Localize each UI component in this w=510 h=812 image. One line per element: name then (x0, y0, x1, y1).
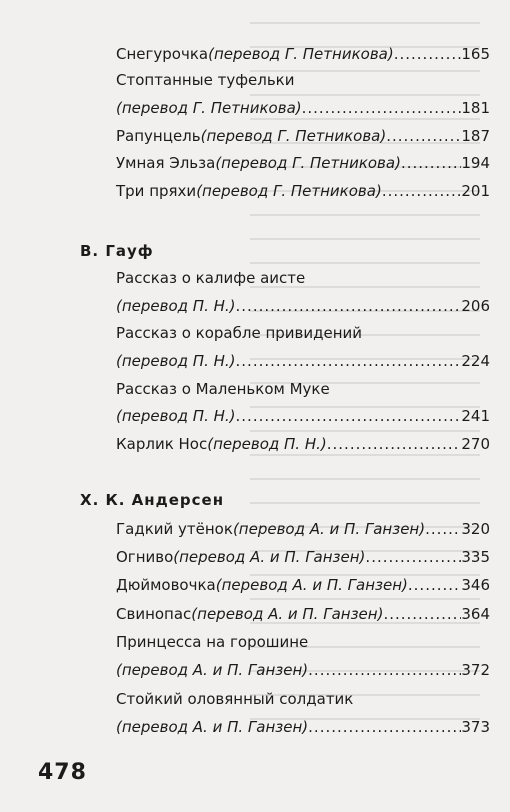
toc-entry (116, 604, 490, 624)
entry-page: 270 (461, 435, 490, 453)
entry-page: 372 (461, 661, 490, 679)
leader-dots (365, 547, 461, 567)
entry-translation: (перевод Г. Петникова) (200, 127, 387, 145)
entry-title: Рассказ о калифе аисте (116, 269, 306, 287)
entry-translation: (перевод Г. Петникова) (208, 45, 394, 63)
toc-entry-cont (116, 98, 490, 118)
entry-title: Три пряхи (116, 182, 197, 200)
toc-entry (116, 434, 490, 454)
leader-dots (386, 126, 461, 146)
toc-entry (116, 70, 490, 90)
leader-dots (236, 406, 462, 426)
entry-page: 206 (461, 297, 490, 315)
entry-translation: (перевод П. Н.) (207, 435, 327, 453)
entry-translation: (перевод А. и П. Ганзен) (215, 576, 408, 594)
entry-page: 201 (461, 182, 490, 200)
entry-title: Рапунцель (116, 127, 201, 145)
entry-page: 241 (461, 407, 490, 425)
toc-entry-cont (116, 660, 490, 680)
entry-title: Стойкий оловянный солдатик (116, 690, 354, 708)
entry-title: Рассказ о Маленьком Муке (116, 380, 330, 398)
leader-dots (408, 575, 461, 595)
entry-translation: (перевод А. и П. Ганзен) (232, 520, 426, 538)
entry-title: Карлик Нос (116, 435, 208, 453)
leader-dots (308, 717, 461, 737)
toc-entry (116, 632, 490, 652)
entry-translation: (перевод П. Н.) (116, 352, 236, 370)
entry-page: 181 (461, 99, 490, 117)
entry-page: 224 (461, 352, 490, 370)
entry-title: Огниво (116, 548, 174, 566)
toc-entry (116, 44, 490, 64)
toc-entry-cont (116, 406, 490, 426)
entry-page: 335 (461, 548, 490, 566)
leader-dots (425, 519, 461, 539)
entry-page: 346 (461, 576, 490, 594)
entry-page: 187 (461, 127, 490, 145)
entry-title: Снегурочка (116, 45, 209, 63)
author-heading: В. Гауф (80, 242, 154, 260)
entry-translation: (перевод Г. Петникова) (116, 99, 302, 117)
toc-entry (116, 575, 490, 595)
entry-translation: (перевод П. Н.) (116, 297, 236, 315)
entry-page: 194 (461, 154, 490, 172)
entry-translation: (перевод А. и П. Ганзен) (191, 605, 384, 623)
author-heading: Х. К. Андерсен (80, 491, 225, 509)
leader-dots (401, 153, 461, 173)
leader-dots (302, 98, 462, 118)
toc-entry-cont (116, 296, 490, 316)
page-number: 478 (38, 760, 87, 785)
entry-page: 373 (461, 718, 490, 736)
entry-translation: (перевод А. и П. Ганзен) (116, 661, 309, 679)
toc-entry (116, 181, 490, 201)
entry-page: 165 (461, 45, 490, 63)
entry-page: 364 (461, 605, 490, 623)
toc-entry-cont (116, 351, 490, 371)
entry-title: Умная Эльза (116, 154, 216, 172)
leader-dots (327, 434, 462, 454)
leader-dots (236, 296, 462, 316)
entry-title: Гадкий утёнок (116, 520, 233, 538)
entry-page: 320 (461, 520, 490, 538)
entry-translation: (перевод А. и П. Ганзен) (173, 548, 366, 566)
leader-dots (383, 604, 461, 624)
toc-entry (116, 379, 490, 399)
toc-entry (116, 689, 490, 709)
entry-title: Рассказ о корабле привидений (116, 324, 363, 342)
entry-title: Свинопас (116, 605, 192, 623)
entry-translation: (перевод П. Н.) (116, 407, 236, 425)
toc-entry (116, 323, 490, 343)
entry-title: Принцесса на горошине (116, 633, 309, 651)
entry-translation: (перевод Г. Петникова) (196, 182, 382, 200)
entry-translation: (перевод А. и П. Ганзен) (116, 718, 309, 736)
entry-title: Дюймовочка (116, 576, 216, 594)
toc-entry-cont (116, 717, 490, 737)
toc-entry (116, 268, 490, 288)
leader-dots (394, 44, 462, 64)
entry-title: Стоптанные туфельки (116, 71, 295, 89)
entry-translation: (перевод Г. Петникова) (215, 154, 401, 172)
leader-dots (236, 351, 462, 371)
toc-entry (116, 153, 490, 173)
toc-entry (116, 519, 490, 539)
leader-dots (308, 660, 461, 680)
toc-entry (116, 126, 490, 146)
toc-entry (116, 547, 490, 567)
leader-dots (382, 181, 462, 201)
